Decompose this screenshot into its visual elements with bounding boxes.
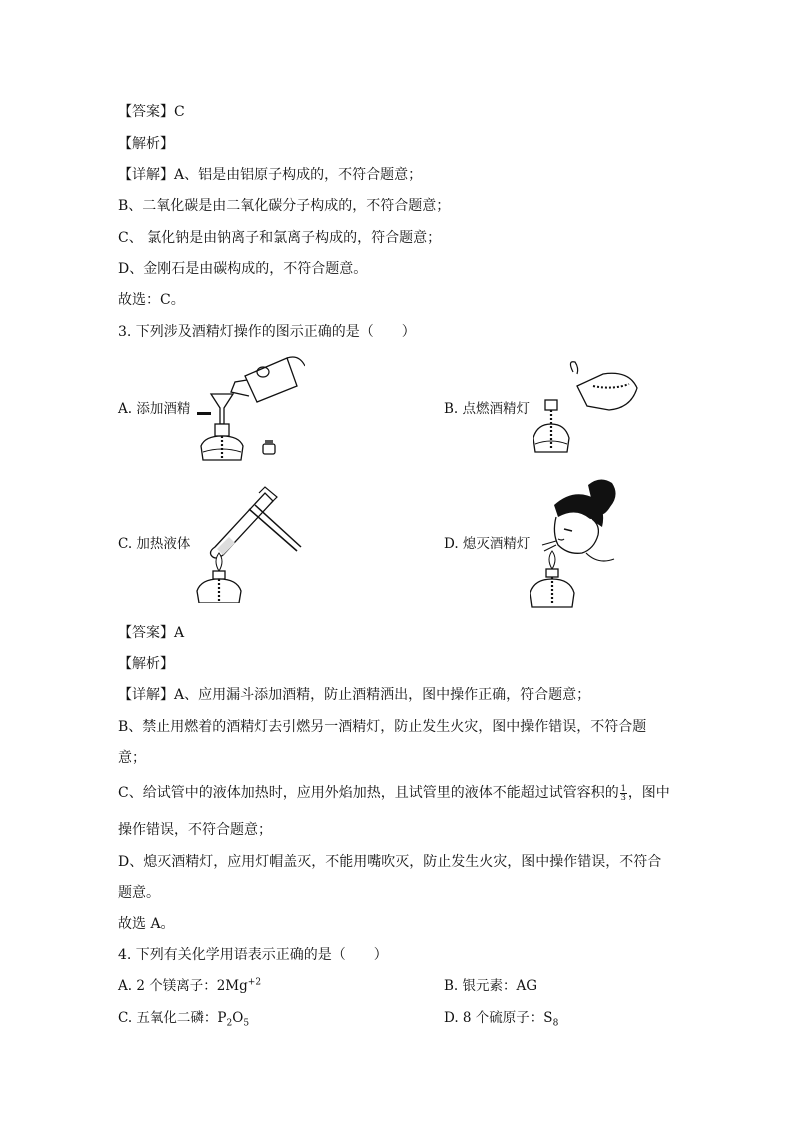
q3-conclusion: 故选 A。 [118,916,175,932]
q4-option-b: B. 银元素：AG [444,978,538,994]
q3-figure-a-add-alcohol [195,350,305,470]
q3-detail-c-text: C、给试管中的液体加热时，应用外焰加热，且试管里的液体不能超过试管容积的 [118,785,619,801]
q3-answer: 【答案】A [118,625,185,641]
q4-option-c [118,1009,249,1027]
q3-stem: 3. 下列涉及酒精灯操作的图示正确的是（ ） [118,324,416,340]
q4-option-d [444,1009,558,1027]
q3-option-a-label: A. 添加酒精 [118,401,191,417]
q3-detail-b-line1: B、禁止用燃着的酒精灯去引燃另一酒精灯，防止发生火灾，图中操作错误，不符合题 [118,719,647,735]
q4-option-c-sub2: 5 [243,1018,250,1029]
q3-figure-c-heat-liquid [193,483,303,603]
q3-detail-c-line1 [118,784,670,802]
q2-analysis-heading: 【解析】 [118,136,174,152]
q4-option-a [118,977,261,995]
q3-option-c-label: C. 加热液体 [118,536,191,552]
q4-option-c-sub1: 2 [226,1018,233,1029]
q4-option-d-sub: 8 [552,1018,559,1029]
fraction-denominator: 3 [620,792,626,802]
q4-option-a-text: A. 2 个镁离子：2Mg [118,978,248,994]
q3-figure-b-light-lamp [533,360,643,460]
q2-detail-b: B、二氧化碳是由二氧化碳分子构成的，不符合题意； [118,198,451,214]
q3-detail-d-line2: 题意。 [118,885,160,901]
q4-option-d-text: D. 8 个硫原子：S [444,1010,553,1026]
q3-option-d-label: D. 熄灭酒精灯 [444,536,531,552]
q4-option-c-text: C. 五氧化二磷：P [118,1010,227,1026]
fraction-numerator: 1 [620,783,626,793]
q2-detail-a: 【详解】A、铝是由铝原子构成的，不符合题意； [118,167,423,183]
q3-figure-d-blow-out [530,477,622,609]
q4-stem: 4. 下列有关化学用语表示正确的是（ ） [118,947,388,963]
q3-analysis-heading: 【解析】 [118,656,174,672]
q3-detail-d-line1: D、熄灭酒精灯，应用灯帽盖灭，不能用嘴吹灭，防止发生火灾，图中操作错误，不符合 [118,854,662,870]
one-third-fraction [620,785,627,802]
q2-answer: 【答案】C [118,104,185,120]
q2-detail-c: C、 氯化钠是由钠离子和氯离子构成的，符合题意； [118,230,442,246]
q3-option-b-label: B. 点燃酒精灯 [444,401,531,417]
q3-detail-c-line2: 操作错误，不符合题意； [118,822,272,838]
q2-conclusion: 故选：C。 [118,292,185,308]
q3-detail-a: 【详解】A、应用漏斗添加酒精，防止酒精洒出，图中操作正确，符合题意； [118,687,591,703]
q3-detail-b-line2: 意； [118,750,146,766]
q2-detail-d: D、金刚石是由碳构成的，不符合题意。 [118,261,368,277]
q4-option-a-charge: +2 [247,977,262,988]
q3-detail-c-tail: ，图中 [627,785,670,801]
q4-option-c-oxygen: O [232,1010,244,1026]
